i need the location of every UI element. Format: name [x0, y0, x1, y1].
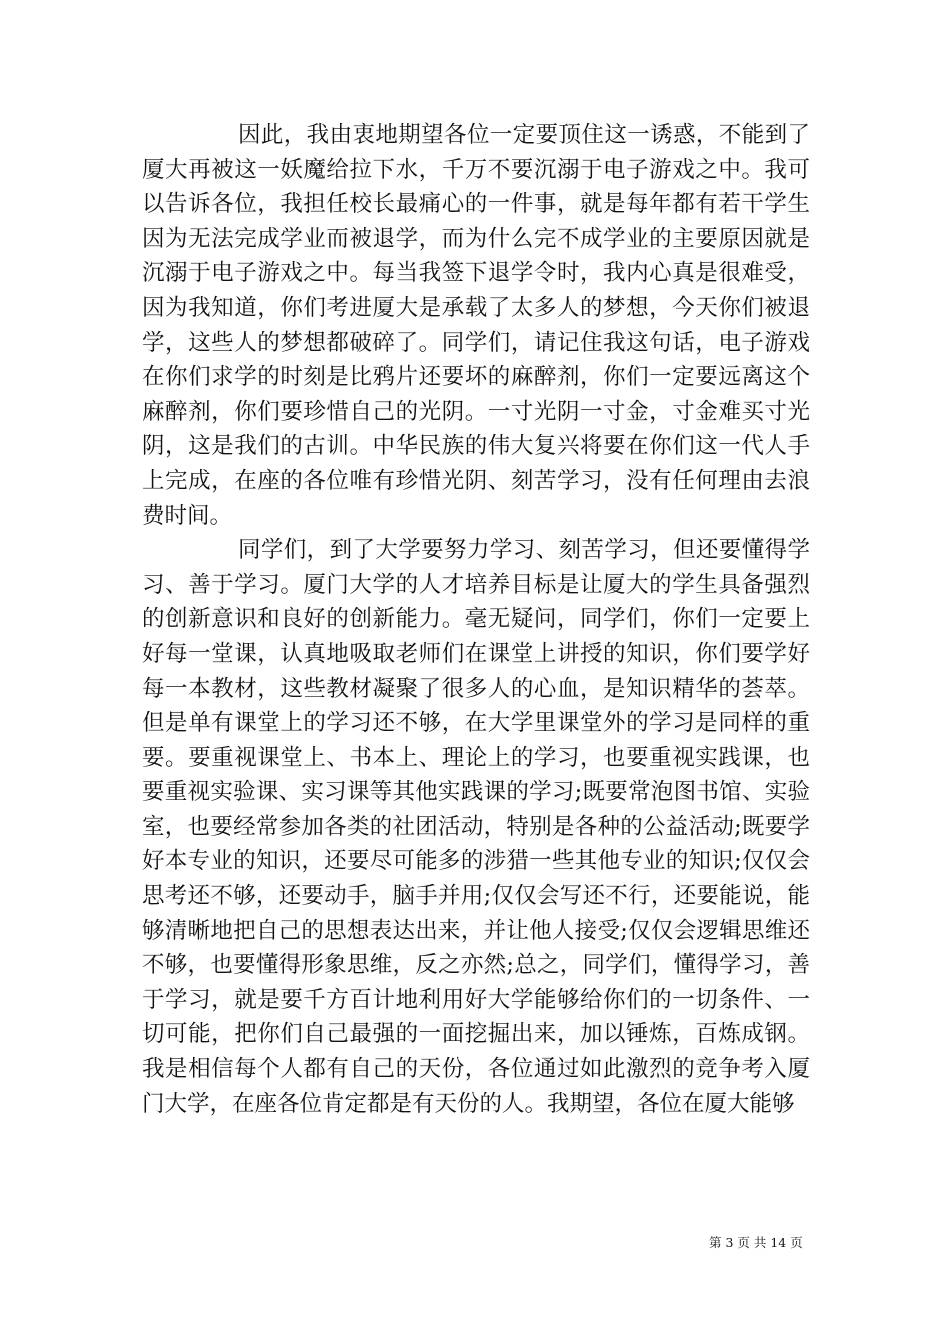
page-number-footer: 第 3 页 共 14 页: [709, 1235, 803, 1250]
document-body: [142, 118, 810, 1121]
paragraph-2: 同学们，到了大学要努力学习、刻苦学习，但还要懂得学习、善于学习。厦门大学的人才培养目标是让厦大的学生具备强烈的创新意识和良好的创新能力。毫无疑问，同学们，你们一定要上好每一堂课，认真地吸取老师们在课堂上讲授的知识，你们要学好每一本教材，这些教材凝聚了很多人的心血，是知识精华的荟萃。但是单有课堂上的学习还不够，在大学里课堂外的学习是同样的重要。要重视课堂上、书本上、理论上的学习，也要重视实践课，也要重视实验课、实习课等其他实践课的学习;既要常泡图书馆、实验室，也要经常参加各类的社团活动，特别是各种的公益活动;既要学好本专业的知识，还要尽可能多的涉猎一些其他专业的知识;仅仅会思考还不够，还要动手，脑手并用;仅仅会写还不行，还要能说，能够清晰地把自己的思想表达出来，并让他人接受;仅仅会逻辑思维还不够，也要懂得形象思维，反之亦然;总之，同学们，懂得学习，善于学习，就是要千方百计地利用好大学能够给你们的一切条件、一切可能，把你们自己最强的一面挖掘出来，加以锤炼，百炼成钢。我是相信每个人都有自己的天份，各位通过如此激烈的竞争考入厦门大学，在座各位肯定都是有天份的人。我期望，各位在厦大能够: [142, 537, 810, 1117]
paragraph-1: 因此，我由衷地期望各位一定要顶住这一诱惑，不能到了厦大再被这一妖魔给拉下水，千万不要沉溺于电子游戏之中。我可以告诉各位，我担任校长最痛心的一件事，就是每年都有若干学生因为无法完成学业而被退学，而为什么完不成学业的主要原因就是沉溺于电子游戏之中。每当我签下退学令时，我内心真是很难受，因为我知道，你们考进厦大是承载了太多人的梦想，今天你们被退学，这些人的梦想都破碎了。同学们，请记住我这句话，电子游戏在你们求学的时刻是比鸦片还要坏的麻醉剂，你们一定要远离这个麻醉剂，你们要珍惜自己的光阴。一寸光阴一寸金，寸金难买寸光阴，这是我们的古训。中华民族的伟大复兴将要在你们这一代人手上完成，在座的各位唯有珍惜光阴、刻苦学习，没有任何理由去浪费时间。: [142, 122, 810, 529]
